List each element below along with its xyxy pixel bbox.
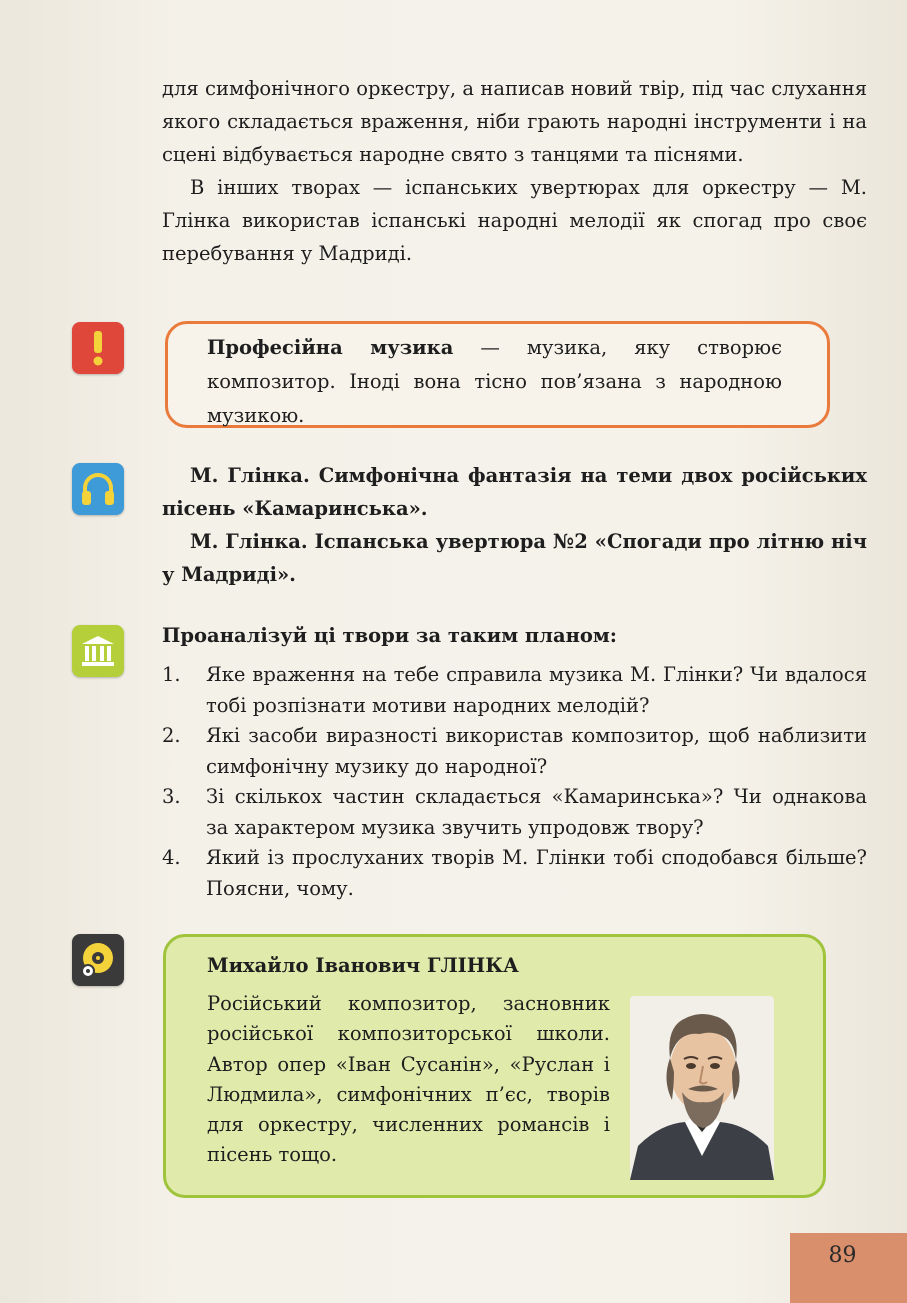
list-item [162, 660, 867, 721]
question-number: 4. [162, 846, 181, 869]
listening-works [162, 459, 867, 591]
question-text: Яке враження на тебе справила музика М. Глінки? Чи вдалося тобі розпізнати мотиви народних мелодій? [206, 663, 867, 717]
intro-text [162, 72, 867, 270]
work-1: М. Глінка. Симфонічна фантазія на теми двох російських пісень «Камаринська». [162, 464, 867, 520]
composer-info-icon [72, 934, 124, 986]
question-list [162, 660, 867, 904]
composer-bio-text: Російський композитор, засновник російської композиторської школи. Автор опер «Іван Сусанін», «Руслан і Людмила», симфонічних п’єс, творів для оркестру, численних романсів і пісень тощо. [207, 992, 610, 1167]
intro-paragraph-2: В інших творах — іспанських увертюрах для оркестру — М. Глінка використав іспанські народні мелодії як спогад про своє перебування у Мадриді. [162, 176, 867, 265]
definition-body: — музика, яку створює композитор. Іноді вона тісно пов’язана з народною музикою. [207, 336, 782, 427]
composer-name: Михайло Іванович ГЛІНКА [207, 954, 519, 977]
page-number: 89 [828, 1243, 857, 1268]
intro-paragraph-1: для симфонічного оркестру, а написав новий твір, під час слухання якого складається враження, ніби грають народні інструменти і на сцені відбувається народне свято з танцями та піснями. [162, 77, 867, 166]
list-item [162, 721, 867, 782]
work-2: М. Глінка. Іспанська увертюра №2 «Спогади про літню ніч у Мадриді». [162, 530, 867, 586]
composer-portrait [630, 996, 774, 1180]
definition-term: Професійна музика [207, 336, 454, 359]
analysis-title: Проаналізуй ці твори за таким планом: [162, 624, 617, 647]
headphones-icon [72, 463, 124, 515]
question-text: Зі скількох частин складається «Камаринська»? Чи однакова за характером музика звучить упродовж твору? [206, 785, 867, 839]
museum-icon [72, 625, 124, 677]
question-text: Які засоби виразності використав композитор, щоб наблизити симфонічну музику до народної? [206, 724, 867, 778]
list-item [162, 843, 867, 904]
question-text: Який із прослуханих творів М. Глінки тобі сподобався більше? Поясни, чому. [206, 846, 867, 900]
question-number: 1. [162, 663, 181, 686]
definition-text [207, 331, 782, 433]
exclamation-icon [72, 322, 124, 374]
question-number: 3. [162, 785, 181, 808]
list-item [162, 782, 867, 843]
page-number-box [790, 1233, 907, 1303]
question-number: 2. [162, 724, 181, 747]
